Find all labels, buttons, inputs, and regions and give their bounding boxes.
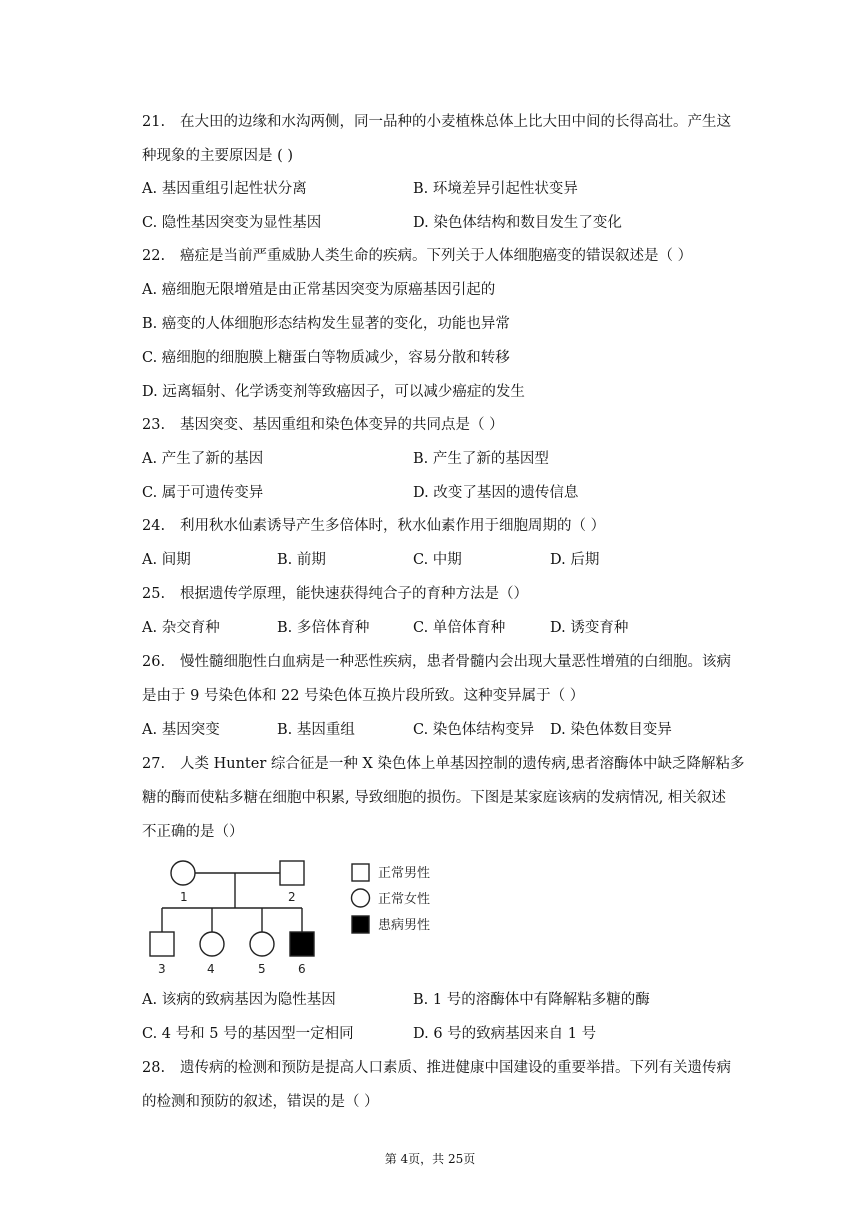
- option-21-c: C. 隐性基因突变为显性基因: [142, 215, 322, 231]
- question-22-line-1: [142, 246, 692, 266]
- option-24-a: A. 间期: [142, 552, 191, 568]
- legend-affected-male: 患病男性: [378, 918, 431, 933]
- label-6: 6: [298, 962, 306, 976]
- question-text: 癌症是当前严重威胁人类生命的疾病。下列关于人体细胞癌变的错误叙述是（ ）: [180, 248, 693, 264]
- question-number: 27.: [142, 756, 166, 772]
- option-22-c: C. 癌细胞的细胞膜上糖蛋白等物质减少，容易分散和转移: [142, 350, 510, 366]
- option-27-b: B. 1 号的溶酶体中有降解粘多糖的酶: [413, 992, 650, 1008]
- question-28-line-1: [142, 1058, 731, 1078]
- option-26-c: C. 染色体结构变异: [413, 722, 535, 738]
- option-22-b: B. 癌变的人体细胞形态结构发生显著的变化，功能也异常: [142, 316, 510, 332]
- question-27-line-3: 不正确的是（）: [142, 824, 244, 840]
- label-2: 2: [288, 890, 296, 904]
- question-text: 基因突变、基因重组和染色体变异的共同点是（ ）: [180, 417, 504, 433]
- question-24-line-1: [142, 516, 605, 536]
- individual-5-female: [250, 932, 274, 956]
- individual-4-female: [200, 932, 224, 956]
- question-number: 25.: [142, 586, 166, 602]
- question-number: 26.: [142, 654, 166, 670]
- question-27-line-1: [142, 754, 745, 774]
- question-21-line-2: 种现象的主要原因是 ( ): [142, 148, 294, 164]
- question-text: 在大田的边缘和水沟两侧，同一品种的小麦植株总体上比大田中间的长得高壮。产生这: [180, 114, 731, 130]
- option-22-d: D. 远离辐射、化学诱变剂等致癌因子，可以减少癌症的发生: [142, 384, 525, 400]
- question-number: 23.: [142, 417, 166, 433]
- question-25-line-1: [142, 584, 528, 604]
- question-text: 人类 Hunter 综合征是一种 X 染色体上单基因控制的遗传病,患者溶酶体中缺乏降解粘多: [180, 756, 745, 772]
- question-number: 28.: [142, 1060, 166, 1076]
- question-text: 利用秋水仙素诱导产生多倍体时，秋水仙素作用于细胞周期的（ ）: [180, 518, 606, 534]
- question-28-line-2: 的检测和预防的叙述，错误的是（ ）: [142, 1094, 379, 1110]
- option-24-c: C. 中期: [413, 552, 462, 568]
- question-21-line-1: [142, 112, 731, 132]
- label-3: 3: [158, 962, 166, 976]
- question-26-line-2: 是由于 9 号染色体和 22 号染色体互换片段所致。这种变异属于（ ）: [142, 688, 585, 704]
- question-text: 根据遗传学原理，能快速获得纯合子的育种方法是（）: [180, 586, 528, 602]
- legend-affected-male-symbol: [352, 916, 369, 933]
- label-5: 5: [258, 962, 266, 976]
- question-23-line-1: [142, 415, 504, 435]
- legend-normal-male-symbol: [352, 864, 369, 881]
- question-27-line-2: 糖的酶而使粘多糖在细胞中积累, 导致细胞的损伤。下图是某家庭该病的发病情况, 相关叙述: [142, 790, 726, 806]
- question-26-line-1: [142, 652, 731, 672]
- option-23-c: C. 属于可遗传变异: [142, 485, 264, 501]
- individual-2-male: [280, 861, 304, 885]
- question-number: 24.: [142, 518, 166, 534]
- option-23-b: B. 产生了新的基因型: [413, 451, 549, 467]
- option-23-d: D. 改变了基因的遗传信息: [413, 485, 579, 501]
- option-27-d: D. 6 号的致病基因来自 1 号: [413, 1026, 597, 1042]
- page-footer: 第 4页，共 25页: [384, 1152, 476, 1166]
- legend-normal-female-symbol: [352, 889, 370, 907]
- option-25-c: C. 单倍体育种: [413, 620, 506, 636]
- question-number: 22.: [142, 248, 166, 264]
- question-number: 21.: [142, 114, 166, 130]
- individual-3-male: [150, 932, 174, 956]
- pedigree-figure: [140, 850, 460, 980]
- question-text: 遗传病的检测和预防是提高人口素质、推进健康中国建设的重要举措。下列有关遗传病: [180, 1060, 731, 1076]
- option-24-b: B. 前期: [277, 552, 326, 568]
- individual-1-female: [171, 861, 195, 885]
- individual-6-affected-male: [290, 932, 314, 956]
- option-27-a: A. 该病的致病基因为隐性基因: [142, 992, 336, 1008]
- option-24-d: D. 后期: [550, 552, 600, 568]
- option-22-a: A. 癌细胞无限增殖是由正常基因突变为原癌基因引起的: [142, 282, 496, 298]
- option-21-d: D. 染色体结构和数目发生了变化: [413, 215, 622, 231]
- legend-normal-female: 正常女性: [378, 892, 431, 907]
- option-25-d: D. 诱变育种: [550, 620, 629, 636]
- option-27-c: C. 4 号和 5 号的基因型一定相同: [142, 1026, 354, 1042]
- label-1: 1: [180, 890, 188, 904]
- question-text: 慢性髓细胞性白血病是一种恶性疾病，患者骨髓内会出现大量恶性增殖的白细胞。该病: [180, 654, 731, 670]
- option-26-a: A. 基因突变: [142, 722, 220, 738]
- option-26-d: D. 染色体数目变异: [550, 722, 672, 738]
- legend-normal-male: 正常男性: [378, 866, 431, 881]
- option-26-b: B. 基因重组: [277, 722, 355, 738]
- option-21-b: B. 环境差异引起性状变异: [413, 181, 578, 197]
- option-21-a: A. 基因重组引起性状分离: [142, 181, 307, 197]
- option-25-a: A. 杂交育种: [142, 620, 220, 636]
- option-23-a: A. 产生了新的基因: [142, 451, 264, 467]
- option-25-b: B. 多倍体育种: [277, 620, 370, 636]
- label-4: 4: [207, 962, 215, 976]
